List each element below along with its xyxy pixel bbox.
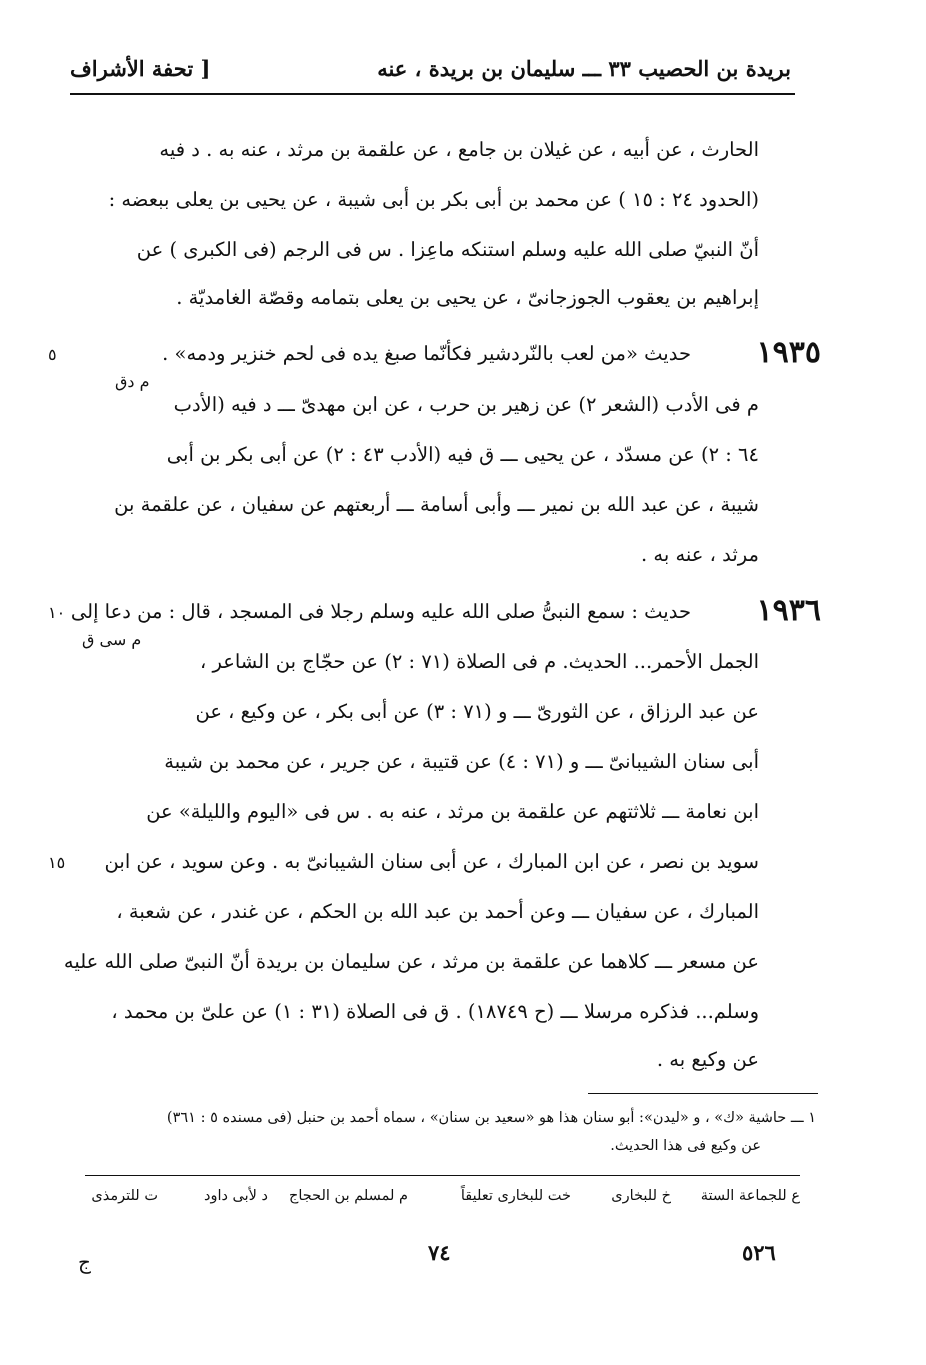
running-header-title: بريدة بن الحصيب ٣٣ ـــ سليمان بن بريدة ، عنه <box>377 56 791 81</box>
text-line: الحارث ، عن أبيه ، عن غيلان بن جامع ، عن علقمة بن مرثد ، عنه به . د فيه <box>159 138 759 161</box>
text-line: وسلم... فذكره مرسلا ـــ (ح ١٨٧٤٩) . ق فى الصلاة (٣١ : ١) عن علىّ بن محمد ، <box>111 1000 759 1023</box>
text-line: إبراهيم بن يعقوب الجوزجانىّ ، عن يحيى بن يعلى بتمامه وقصّة الغامديّة . <box>176 286 759 309</box>
hadith-number: ١٩٣٦ <box>756 593 821 628</box>
text-line: عن وكيع به . <box>656 1048 759 1071</box>
abbreviation-item: م لمسلم بن الحجاج <box>288 1188 408 1204</box>
margin-line-number: ٥ <box>48 345 57 364</box>
text-line: أنّ النبيّ صلى الله عليه وسلم استنكه ماعِزا . س فى الرجم (فى الكبرى ) عن <box>136 238 759 261</box>
footnote-line: عن وكيع فى هذا الحديث. <box>610 1138 761 1154</box>
text-line: ٦٤ : ٢) عن مسدّد ، عن يحيى ـــ ق فيه (الأدب ٤٣ : ٢) عن أبى بكر بن أبى <box>166 443 759 466</box>
abbreviation-rule <box>85 1175 800 1176</box>
page-number: ٧٤ <box>428 1240 451 1265</box>
margin-siglum: م سى ق <box>82 630 142 649</box>
text-line: شيبة ، عن عبد الله بن نمير ـــ وأبى أسامة ـــ أربعتهم عن سفيان ، عن علقمة بن <box>114 493 759 516</box>
text-line: سويد بن نصر ، عن ابن المبارك ، عن أبى سنان الشيبانىّ به . وعن سويد ، عن ابن <box>104 850 759 873</box>
text-line: أبى سنان الشيبانىّ ـــ و (٧١ : ٤) عن قتيبة ، عن جرير ، عن محمد بن شيبة <box>164 750 759 773</box>
margin-siglum: م دق <box>115 372 150 391</box>
abbreviation-item: د لأبى داود <box>203 1188 268 1204</box>
volume-page-number: ٥٢٦ <box>742 1240 776 1265</box>
text-line: (الحدود ٢٤ : ١٥ ) عن محمد بن أبى بكر بن أبى شيبة ، عن يحيى بن يعلى ببعضه : <box>108 188 759 211</box>
signature-letter: ج <box>78 1250 91 1274</box>
abbreviation-item: خت للبخارى تعليقاً <box>460 1188 571 1204</box>
abbreviation-item: ع للجماعة الستة <box>700 1188 800 1204</box>
running-header-book: [ تحفة الأشراف <box>70 56 211 81</box>
margin-line-number: ١٠ <box>48 603 66 622</box>
margin-line-number: ١٥ <box>48 853 66 872</box>
text-line: الجمل الأحمر... الحديث. م فى الصلاة (٧١ : ٢) عن حجّاج بن الشاعر ، <box>199 650 759 673</box>
hadith-number: ١٩٣٥ <box>756 335 821 370</box>
footnote-line: ١ ـــ حاشية «ك» ، و «ليدن»: أبو سنان هذا هو «سعيد بن سنان» ، سماه أحمد بن حنبل (فى مسنده ٥ : ٣٦١) <box>166 1110 816 1126</box>
header-rule <box>70 93 795 95</box>
hadith-text-line: حديث : سمع النبىُّ صلى الله عليه وسلم رجلا فى المسجد ، قال : من دعا إلى <box>70 600 691 623</box>
text-line: م فى الأدب (الشعر ٢) عن زهير بن حرب ، عن ابن مهدىّ ـــ د فيه (الأدب <box>173 393 759 416</box>
text-line: مرثد ، عنه به . <box>640 543 759 566</box>
text-line: عن عبد الرزاق ، عن الثورىّ ـــ و (٧١ : ٣) عن أبى بكر ، عن وكيع ، عن <box>195 700 759 723</box>
abbreviation-item: خ للبخارى <box>611 1188 671 1204</box>
hadith-text-line: حديث «من لعب بالنّردشير فكأنّما صبغ يده فى لحم خنزير ودمه» . <box>162 342 691 365</box>
text-line: عن مسعر ـــ كلاهما عن علقمة بن مرثد ، عن سليمان بن بريدة أنّ النبىّ صلى الله عليه <box>63 950 759 973</box>
abbreviation-item: ت للترمذى <box>91 1188 158 1204</box>
text-line: ابن نعامة ـــ ثلاثتهم عن علقمة بن مرثد ، عنه به . س فى «اليوم والليلة» عن <box>146 800 759 823</box>
text-line: المبارك ، عن سفيان ـــ وعن أحمد بن عبد الله بن الحكم ، عن غندر ، عن شعبة ، <box>116 900 759 923</box>
footnote-rule <box>588 1093 818 1094</box>
